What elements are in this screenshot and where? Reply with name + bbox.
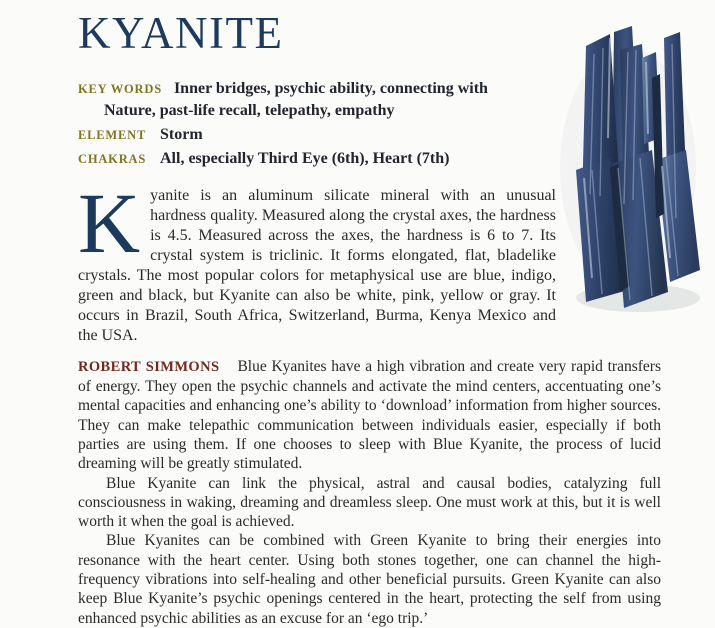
field-key-words [78,78,508,122]
robert-simmons-section [78,357,661,628]
field-label-key-words: KEY WORDS [78,81,162,96]
page-title: KYANITE [78,8,284,58]
simmons-paragraph-2: Blue Kyanite can link the physical, astral and causal bodies, catalyzing full consciousness in waking, dreaming and dreamless sleep. One must work at this, but it is well worth it when the goal is achieved. [78,474,661,531]
field-label-element: ELEMENT [78,127,147,142]
author-name: ROBERT SIMMONS [78,358,220,375]
simmons-paragraph-3: Blue Kyanites can be combined with Green Kyanite to bring their energies into resonance with the heart center. Using both stones together, one can channel the high-frequency vibrations into self-healing and other beneficial pursuits. Green Kyanite can also keep Blue Kyanite’s psychic openings centered in the heart, protecting the self from using enhanced psychic abilities as an excuse for an ‘ego trip.’ [78,532,661,627]
field-value-key-words: Inner bridges, psychic ability, connecting with Nature, past-life recall, telepathy, empathy [104,79,488,119]
intro-text: yanite is an aluminum silicate mineral with an unusual hardness quality. Measured along the crystal axes, the hardness is 4.5. Measured across the axes, the hardness is 6 to 7. Its crystal system is triclinic. It forms elongated, flat, bladelike crystals. The most popular colors for metaphysical use are blue, indigo, green and black, but Kyanite can also be white, pink, yellow or gray. It occurs in Brazil, South Africa, Switzerland, Burma, Kenya Mexico and the USA. [78,186,556,344]
field-value-element: Storm [160,125,203,143]
field-label-chakras: CHAKRAS [78,151,147,166]
field-value-chakras: All, especially Third Eye (6th), Heart (7th) [160,149,450,167]
field-element [78,124,508,146]
attributes-block [78,78,508,170]
intro-paragraph [78,174,556,346]
simmons-paragraph-1 [78,357,661,474]
simmons-paragraph-1-text: Blue Kyanites have a high vibration and create very rapid transfers of energy. They open the psychic channels and activate the mind centers, accentuating one’s mental capacities and enhancing one’s ability to ‘download’ information from higher sources. They can make telepathic communication between individuals easier, especially if both parties are using them. If one chooses to sleep with Blue Kyanite, the process of lucid dreaming will be greatly stimulated. [78,357,661,473]
dropcap-letter: K [78,174,141,271]
field-chakras [78,148,508,170]
kyanite-crystals-photo [558,18,712,320]
